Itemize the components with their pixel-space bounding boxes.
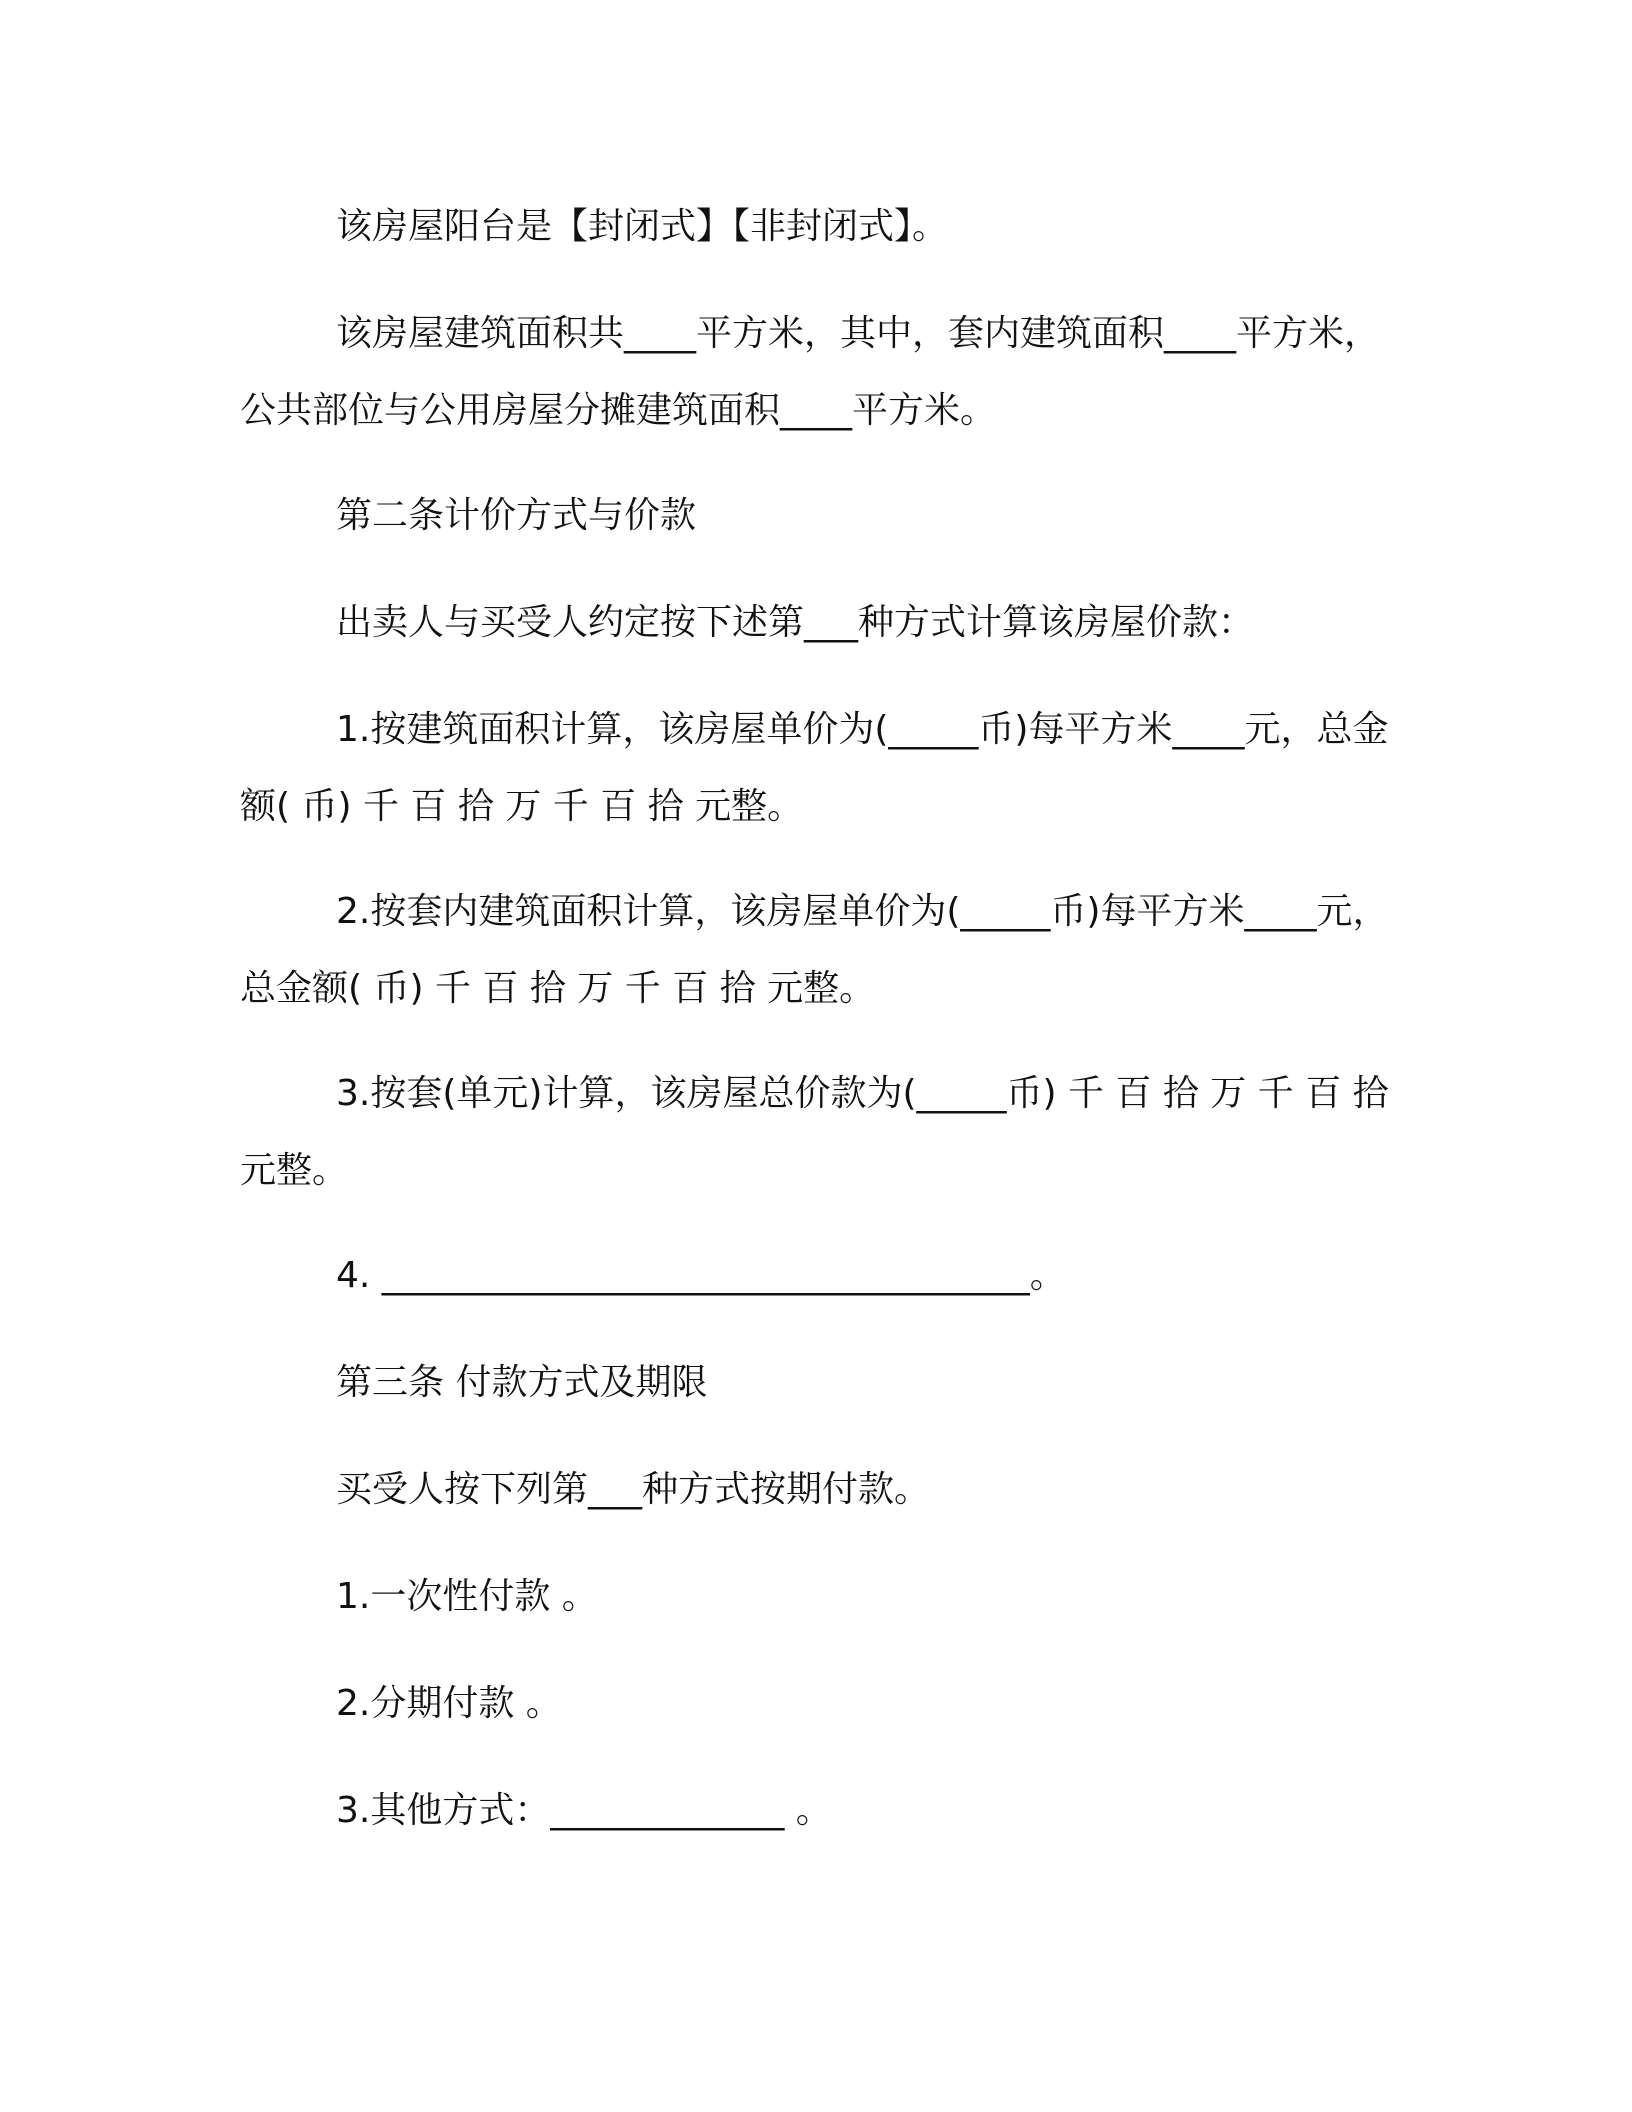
pricing-method-paragraph: 出卖人与买受人约定按下述第___种方式计算该房屋价款： xyxy=(336,602,1255,643)
pricing-option-4: 4. ____________________________________。 xyxy=(336,1255,1066,1296)
payment-option-1: 1.一次性付款 。 xyxy=(336,1576,598,1617)
document-body xyxy=(240,188,1390,1879)
pricing-option-3: 3.按套(单元)计算，该房屋总价款为(_____币) 千 百 拾 万 千 百 拾 元整。 xyxy=(240,1073,1389,1191)
article-three-heading: 第三条 付款方式及期限 xyxy=(336,1362,708,1403)
payment-method-paragraph: 买受人按下列第___种方式按期付款。 xyxy=(336,1469,931,1510)
pricing-option-2: 2.按套内建筑面积计算，该房屋单价为(_____币)每平方米____元，总金额( 币) 千 百 拾 万 千 百 拾 元整。 xyxy=(240,891,1389,1009)
floor-area-paragraph: 该房屋建筑面积共____平方米，其中，套内建筑面积____平方米，公共部位与公用房屋分摊建筑面积____平方米。 xyxy=(240,313,1381,431)
balcony-type-paragraph: 该房屋阳台是【封闭式】【非封闭式】。 xyxy=(336,206,949,247)
article-two-heading: 第二条计价方式与价款 xyxy=(336,495,697,536)
pricing-option-1: 1.按建筑面积计算，该房屋单价为(_____币)每平方米____元，总金额( 币) 千 百 拾 万 千 百 拾 元整。 xyxy=(240,709,1389,827)
payment-option-3: 3.其他方式：_____________ 。 xyxy=(336,1790,832,1831)
payment-option-2: 2.分期付款 。 xyxy=(336,1683,562,1724)
